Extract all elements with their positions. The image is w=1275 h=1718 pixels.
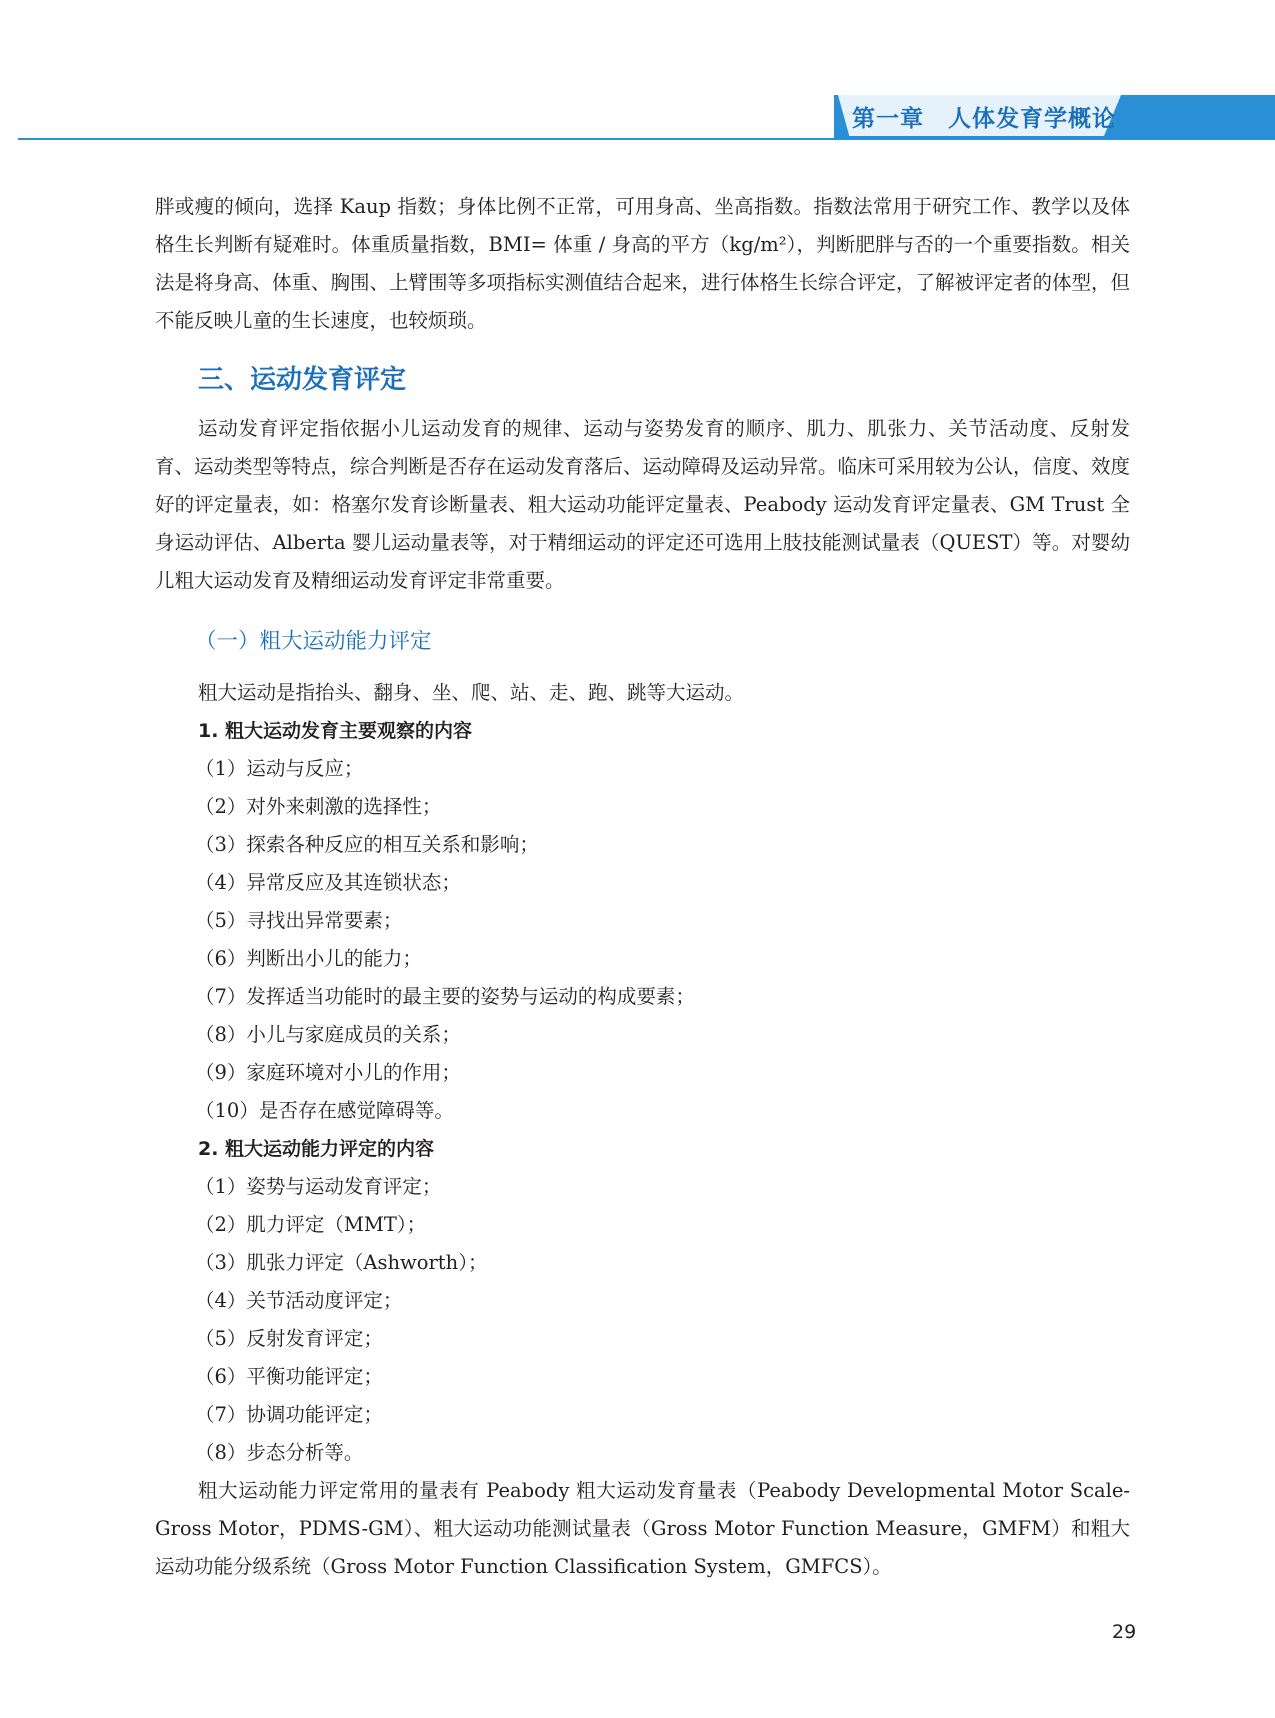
list-item: （6）平衡功能评定； [195,1365,383,1388]
list-item: （3）探索各种反应的相互关系和影响； [195,833,539,856]
section-paragraph: 运动发育评定指依据小儿运动发育的规律、运动与姿势发育的顺序、肌力、肌张力、关节活动度、反射发育、运动类型等特点，综合判断是否存在运动发育落后、运动障碍及运动异常。临床可采用较为公认，信度、效度好的评定量表，如：格塞尔发育诊断量表、粗大运动功能评定量表、Peabody 运动发育评定量表、GM Trust 全身运动评估、Alberta 婴儿运动量表等，对于精细运动的评定还可选用上肢技能测试量表（QUEST）等。对婴幼儿粗大运动发育及精细运动发育评定非常重要。 [155,417,1131,592]
list-item: （9）家庭环境对小儿的作用； [195,1061,461,1084]
list-item: （7）协调功能评定； [195,1403,383,1426]
list-item: （7）发挥适当功能时的最主要的姿势与运动的构成要素； [195,985,695,1008]
list-item: （8）步态分析等。 [195,1441,364,1464]
page-number: 29 [1112,1621,1137,1643]
subsection-intro: 粗大运动是指抬头、翻身、坐、爬、站、走、跑、跳等大运动。 [198,681,745,704]
list-item: （8）小儿与家庭成员的关系； [195,1023,461,1046]
list-item: （6）判断出小儿的能力； [195,947,422,970]
list2-title: 2. 粗大运动能力评定的内容 [198,1138,435,1160]
list-item: （10）是否存在感觉障碍等。 [195,1099,454,1122]
chapter-title: 第一章 人体发育学概论 [852,106,1116,132]
list1-title: 1. 粗大运动发育主要观察的内容 [198,720,473,742]
closing-paragraph: 粗大运动能力评定常用的量表有 Peabody 粗大运动发育量表（Peabody Developmental Motor Scale-Gross Motor，PDMS-GM）、粗大运动功能测试量表（Gross Motor Function Measure，GMFM）和粗大运动功能分级系统（Gross Motor Function Classification System，GMFCS）。 [155,1479,1130,1578]
list-item: （3）肌张力评定（Ashworth）； [195,1251,488,1274]
list-item: （5）寻找出异常要素； [195,909,403,932]
list1 [155,750,1130,1130]
list-item: （2）对外来刺激的选择性； [195,795,442,818]
section-heading: 三、运动发育评定 [198,365,407,395]
list-item: （1）姿势与运动发育评定； [195,1175,442,1198]
subsection-heading: （一）粗大运动能力评定 [195,629,432,654]
page-body [155,188,1130,1586]
running-header [0,95,1275,141]
list-item: （4）异常反应及其连锁状态； [195,871,461,894]
list-item: （2）肌力评定（MMT）； [195,1213,427,1236]
list2 [155,1168,1130,1472]
list-item: （1）运动与反应； [195,757,364,780]
list-item: （5）反射发育评定； [195,1327,383,1350]
intro-paragraph: 胖或瘦的倾向，选择 Kaup 指数；身体比例不正常，可用身高、坐高指数。指数法常用于研究工作、教学以及体格生长判断有疑难时。体重质量指数，BMI= 体重 / 身高的平方（kg/m²），判断肥胖与否的一个重要指数。相关法是将身高、体重、胸围、上臂围等多项指标实测值结合起来，进行体格生长综合评定，了解被评定者的体型，但不能反映儿童的生长速度，也较烦琐。 [155,195,1131,332]
list-item: （4）关节活动度评定； [195,1289,403,1312]
